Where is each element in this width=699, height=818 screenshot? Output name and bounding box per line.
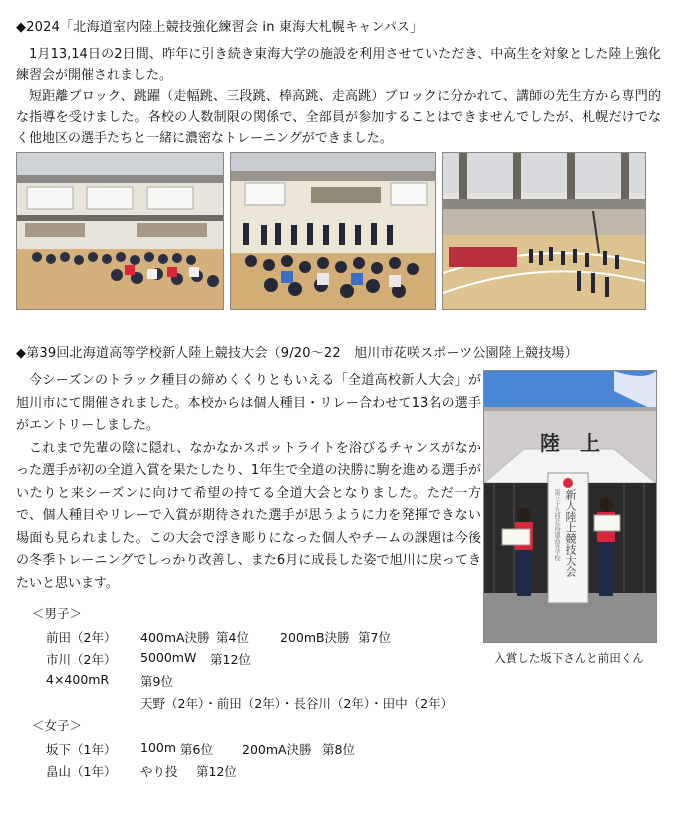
boys-label: ＜男子＞ <box>32 606 83 621</box>
sign-title: 新人陸上競技大会 <box>564 489 577 577</box>
gym-photo-1 <box>16 152 224 310</box>
event: 200mB決勝 <box>280 630 350 645</box>
relay-members: 天野（2年）・前田（2年）・長谷川（2年）・田中（2年） <box>140 696 454 711</box>
place: 第6位 <box>180 742 213 757</box>
gym-photo-3 <box>442 152 646 310</box>
building-sign: 陸 上 <box>540 431 600 455</box>
event: 100m <box>140 740 177 755</box>
section1-heading: ◆2024「北海道室内陸上競技強化練習会 in 東海大札幌キャンパス」 <box>16 20 424 35</box>
gym-photo-2 <box>230 152 436 310</box>
section1-body <box>16 44 661 149</box>
section1-paragraph-2: 短距離ブロック、跳躍（走幅跳、三段跳、棒高跳、走高跳）ブロックに分かれて、講師の先生方から専門的な指導を受けました。各校の人数制限の関係で、全部員が参加することはできませんでしたが、札幌だけでなく他地区の選手たちと一緒に濃密なトレーニングができました。 <box>16 89 661 146</box>
award-photo <box>483 370 657 643</box>
event: 400mA決勝 <box>140 630 210 645</box>
relay-name: 4×400mR <box>46 672 110 687</box>
athlete-name: 畠山（1年） <box>46 764 117 779</box>
section1-paragraph-1: 1月13,14日の2日間、昨年に引き続き東海大学の施設を利用させていただき、中高生を対象とした陸上強化練習会が開催されました。 <box>16 47 661 83</box>
place: 第8位 <box>322 742 355 757</box>
event: やり投 <box>140 764 178 779</box>
place: 第12位 <box>196 764 237 779</box>
place: 第12位 <box>210 652 251 667</box>
event: 5000mW <box>140 650 197 665</box>
place: 第4位 <box>216 630 249 645</box>
girls-label: ＜女子＞ <box>32 718 83 733</box>
event: 200mA決勝 <box>242 742 312 757</box>
section2-paragraph-1: 今シーズンのトラック種目の締めくくりともいえる「全道高校新人大会」が旭川市にて開催されました。本校からは個人種目・リレー合わせて13名の選手がエントリーしました。 <box>16 373 481 433</box>
place: 第9位 <box>140 674 173 689</box>
section2-body <box>16 370 481 595</box>
sign-subtitle: 第三十九回北海道高等学校 <box>553 489 560 561</box>
athlete-name: 前田（2年） <box>46 630 117 645</box>
photo-caption: 入賞した坂下さんと前田くん <box>494 651 644 665</box>
athlete-name: 坂下（1年） <box>46 742 117 757</box>
section2-paragraph-2: これまで先輩の陰に隠れ、なかなかスポットライトを浴びるチャンスがなかった選手が初の全道入賞を果たしたり、1年生で全道の決勝に駒を進める選手がいたりと来シーズンに向けて希望の持てる全道大会となりました。ただ一方で、個人種目やリレーで入賞が期待された選手が思うように力を発揮できない場面も見られました。この大会で浮き彫りになった個人やチームの課題は今後の冬季トレーニングでしっかり改善し、また6月に成長した姿で旭川に戻ってきたいと思います。 <box>16 440 481 591</box>
athlete-name: 市川（2年） <box>46 652 117 667</box>
section2-heading: ◆第39回北海道高等学校新人陸上競技大会（9/20～22 旭川市花咲スポーツ公園陸上競技場） <box>16 346 578 361</box>
place: 第7位 <box>358 630 391 645</box>
